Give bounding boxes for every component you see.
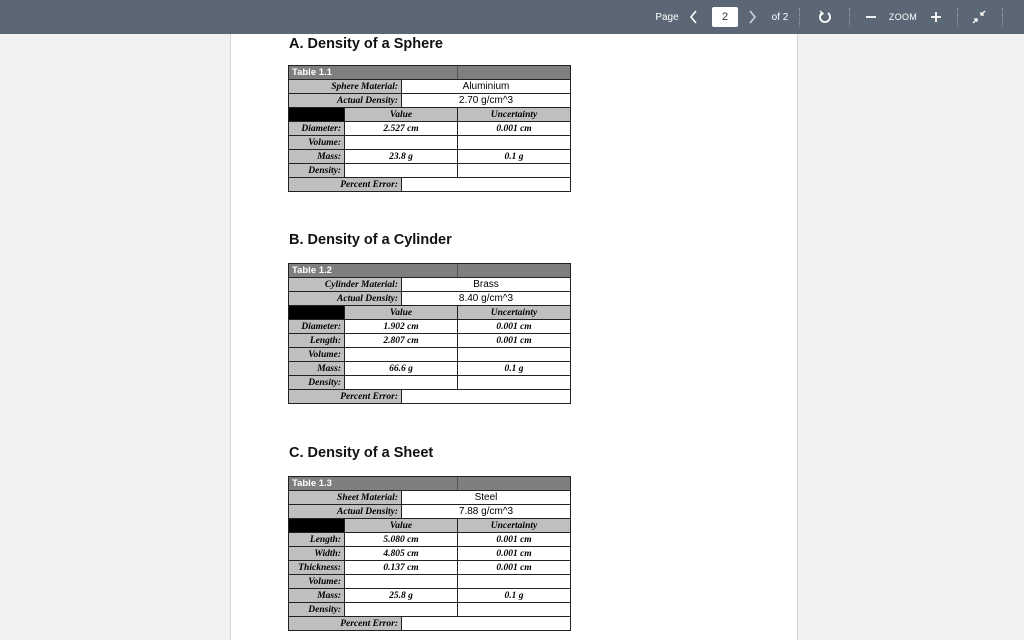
row-label: Density: xyxy=(289,603,345,617)
percent-error-value xyxy=(402,178,571,192)
section-heading-cylinder: B. Density of a Cylinder xyxy=(289,232,452,248)
row-value xyxy=(345,575,458,589)
row-value xyxy=(345,603,458,617)
next-page-button[interactable] xyxy=(742,0,762,34)
row-value: 5.080 cm xyxy=(345,533,458,547)
row-label: Density: xyxy=(289,376,345,390)
uncertainty-column-header: Uncertainty xyxy=(458,306,571,320)
uncertainty-column-header: Uncertainty xyxy=(458,108,571,122)
previous-page-button[interactable] xyxy=(684,0,704,34)
chevron-right-icon xyxy=(747,10,757,24)
material-label: Sphere Material: xyxy=(289,80,402,94)
rotate-icon xyxy=(818,10,832,24)
row-label: Mass: xyxy=(289,589,345,603)
actual-density-value: 8.40 g/cm^3 xyxy=(402,292,571,306)
actual-density-value: 7.88 g/cm^3 xyxy=(402,505,571,519)
section-heading-sheet: C. Density of a Sheet xyxy=(289,445,434,461)
caption-fill xyxy=(458,264,571,278)
actual-density-label: Actual Density: xyxy=(289,292,402,306)
row-value: 1.902 cm xyxy=(345,320,458,334)
table-caption: Table 1.3 xyxy=(289,477,458,491)
row-uncertainty: 0.001 cm xyxy=(458,561,571,575)
header-blank xyxy=(289,108,345,122)
table-row xyxy=(289,136,571,150)
table-row xyxy=(289,575,571,589)
table-caption: Table 1.2 xyxy=(289,264,458,278)
value-column-header: Value xyxy=(345,519,458,533)
actual-density-label: Actual Density: xyxy=(289,94,402,108)
header-blank xyxy=(289,519,345,533)
chevron-left-icon xyxy=(689,10,699,24)
material-value: Aluminium xyxy=(402,80,571,94)
percent-error-value xyxy=(402,617,571,631)
row-uncertainty: 0.1 g xyxy=(458,150,571,164)
row-value: 4.805 cm xyxy=(345,547,458,561)
row-uncertainty: 0.001 cm xyxy=(458,547,571,561)
viewer-toolbar xyxy=(0,0,1024,34)
cylinder-density-table xyxy=(288,263,571,404)
table-row xyxy=(289,547,571,561)
value-column-header: Value xyxy=(345,108,458,122)
toolbar-separator xyxy=(849,8,850,26)
row-uncertainty: 0.001 cm xyxy=(458,533,571,547)
plus-icon xyxy=(930,11,942,23)
table-row xyxy=(289,376,571,390)
table-row xyxy=(289,320,571,334)
rotate-button[interactable] xyxy=(813,0,837,34)
row-value xyxy=(345,136,458,150)
table-row xyxy=(289,122,571,136)
row-uncertainty: 0.001 cm xyxy=(458,334,571,348)
minus-icon xyxy=(865,11,877,23)
header-blank xyxy=(289,306,345,320)
zoom-out-button[interactable] xyxy=(860,0,882,34)
material-label: Sheet Material: xyxy=(289,491,402,505)
caption-fill xyxy=(458,66,571,80)
row-uncertainty xyxy=(458,164,571,178)
percent-error-label: Percent Error: xyxy=(289,178,402,192)
row-value: 23.8 g xyxy=(345,150,458,164)
row-uncertainty: 0.001 cm xyxy=(458,122,571,136)
row-uncertainty xyxy=(458,348,571,362)
row-label: Density: xyxy=(289,164,345,178)
sheet-density-table xyxy=(288,476,571,631)
actual-density-value: 2.70 g/cm^3 xyxy=(402,94,571,108)
value-column-header: Value xyxy=(345,306,458,320)
table-row xyxy=(289,348,571,362)
percent-error-label: Percent Error: xyxy=(289,390,402,404)
row-label: Length: xyxy=(289,334,345,348)
toolbar-separator xyxy=(957,8,958,26)
row-label: Volume: xyxy=(289,575,345,589)
row-label: Mass: xyxy=(289,150,345,164)
row-label: Volume: xyxy=(289,136,345,150)
row-uncertainty xyxy=(458,575,571,589)
row-uncertainty xyxy=(458,136,571,150)
page-number-input[interactable]: 2 xyxy=(712,7,738,27)
row-value: 25.8 g xyxy=(345,589,458,603)
material-label: Cylinder Material: xyxy=(289,278,402,292)
row-uncertainty xyxy=(458,376,571,390)
row-uncertainty: 0.1 g xyxy=(458,589,571,603)
row-label: Thickness: xyxy=(289,561,345,575)
table-row xyxy=(289,603,571,617)
row-value xyxy=(345,348,458,362)
table-row xyxy=(289,589,571,603)
row-uncertainty: 0.001 cm xyxy=(458,320,571,334)
page-count-label: of 2 xyxy=(771,11,789,23)
table-caption: Table 1.1 xyxy=(289,66,458,80)
row-uncertainty: 0.1 g xyxy=(458,362,571,376)
row-value: 66.6 g xyxy=(345,362,458,376)
page-label: Page xyxy=(655,11,679,23)
row-value: 2.527 cm xyxy=(345,122,458,136)
table-row xyxy=(289,561,571,575)
percent-error-label: Percent Error: xyxy=(289,617,402,631)
row-value xyxy=(345,376,458,390)
actual-density-label: Actual Density: xyxy=(289,505,402,519)
section-heading-sphere: A. Density of a Sphere xyxy=(289,36,443,52)
sphere-density-table xyxy=(288,65,571,192)
document-page xyxy=(230,34,798,640)
table-row xyxy=(289,533,571,547)
toolbar-separator xyxy=(799,8,800,26)
row-label: Volume: xyxy=(289,348,345,362)
material-value: Brass xyxy=(402,278,571,292)
material-value: Steel xyxy=(402,491,571,505)
row-label: Diameter: xyxy=(289,320,345,334)
row-label: Width: xyxy=(289,547,345,561)
percent-error-value xyxy=(402,390,571,404)
row-label: Length: xyxy=(289,533,345,547)
toolbar-separator xyxy=(1002,8,1003,26)
table-row xyxy=(289,362,571,376)
table-row xyxy=(289,164,571,178)
zoom-label: ZOOM xyxy=(888,12,918,22)
caption-fill xyxy=(458,477,571,491)
table-row xyxy=(289,334,571,348)
zoom-in-button[interactable] xyxy=(925,0,947,34)
row-label: Diameter: xyxy=(289,122,345,136)
collapse-icon xyxy=(972,10,986,24)
row-label: Mass: xyxy=(289,362,345,376)
row-value: 0.137 cm xyxy=(345,561,458,575)
exit-fullscreen-button[interactable] xyxy=(966,0,992,34)
row-value: 2.807 cm xyxy=(345,334,458,348)
uncertainty-column-header: Uncertainty xyxy=(458,519,571,533)
row-value xyxy=(345,164,458,178)
row-uncertainty xyxy=(458,603,571,617)
table-row xyxy=(289,150,571,164)
